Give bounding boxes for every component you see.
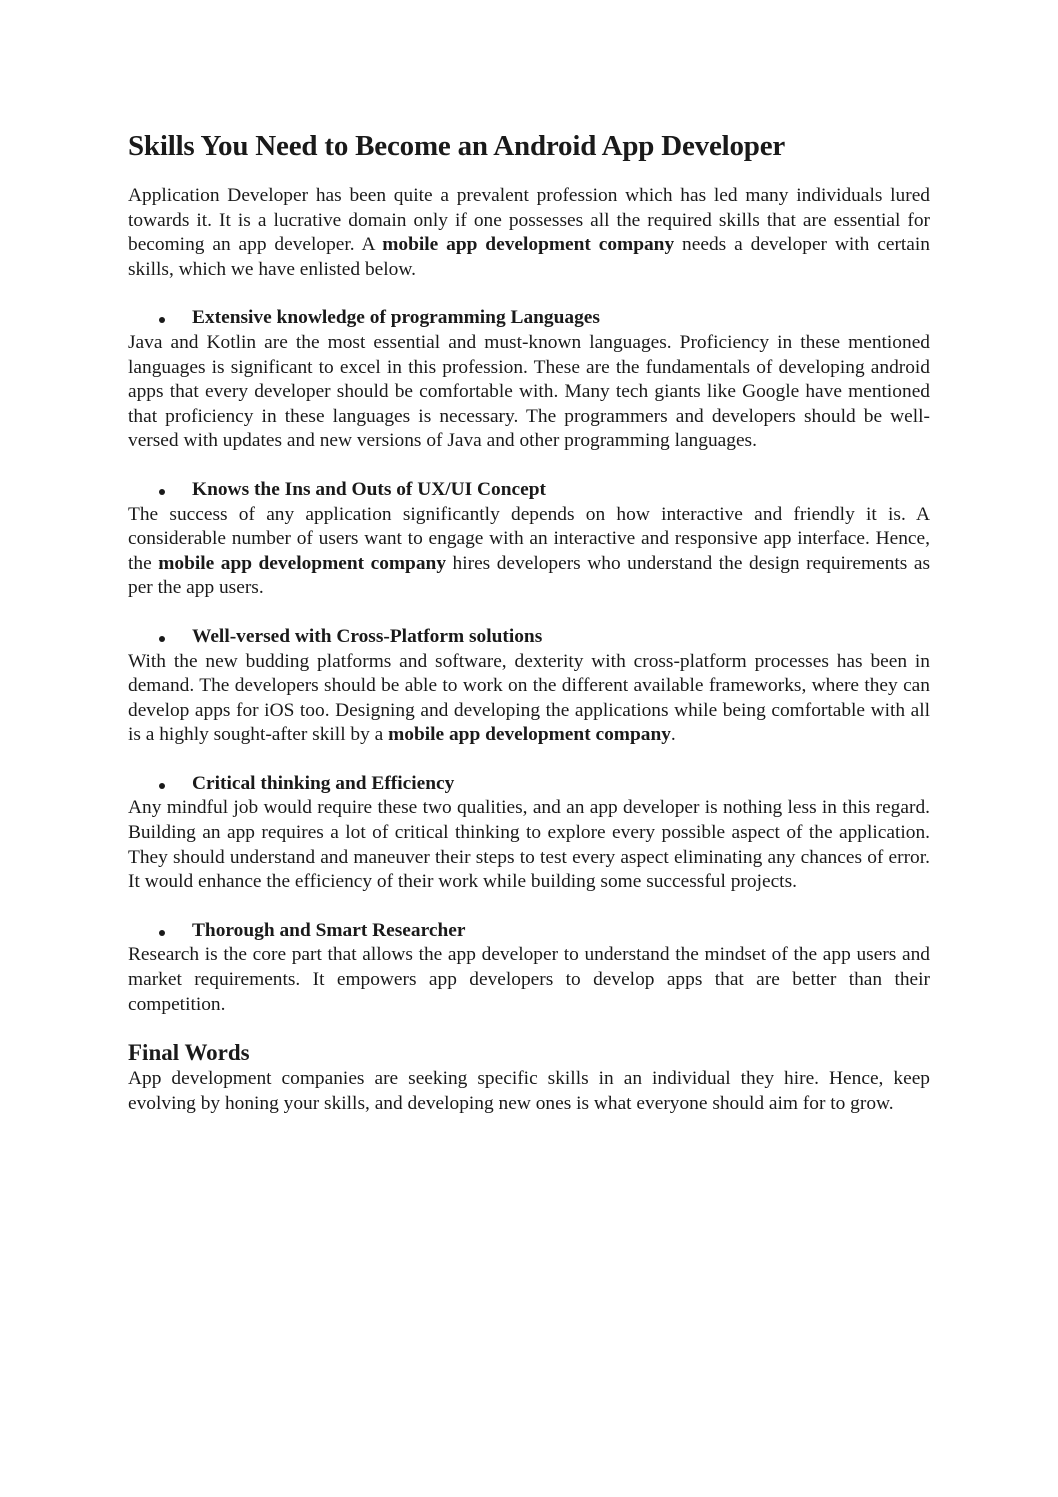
section-cross-platform: [128, 625, 930, 748]
ux-ui-bold-phrase: mobile app development company: [158, 552, 447, 574]
bullet-heading-cross-platform: Well-versed with Cross-Platform solutions: [128, 625, 930, 650]
section-text-researcher: Research is the core part that allows the app developer to understand the mindset of the app users and market requirements. It empowers app developers to develop apps that are better than their competition.: [128, 944, 930, 1015]
ux-ui-text-end: hires developers who understand the design requirements as per the app users.: [128, 552, 930, 599]
final-words-text: App development companies are seeking specific skills in an individual they hire. Hence, keep evolving by honing your skills, and developing new ones is what everyone should aim for to grow.: [128, 1068, 930, 1114]
page-title: Skills You Need to Become an Android App Developer: [128, 130, 786, 162]
bullet-heading-researcher: Thorough and Smart Researcher: [128, 919, 930, 944]
ux-ui-text-start: The success of any application significantly depends on how interactive and friendly it is. A considerable number of users want to engage with an interactive and responsive app interface. Hence, the: [128, 503, 930, 574]
final-words-heading: Final Words: [128, 1040, 250, 1066]
document-body: [128, 126, 930, 1116]
cross-platform-text-end: .: [670, 724, 676, 746]
bullet-heading-programming-languages: Extensive knowledge of programming Languages: [128, 306, 930, 331]
bullet-heading-critical-thinking: Critical thinking and Efficiency: [128, 772, 930, 797]
intro-paragraph: [128, 184, 930, 282]
section-programming-languages: [128, 306, 930, 454]
bullet-heading-ux-ui: Knows the Ins and Outs of UX/UI Concept: [128, 478, 930, 503]
section-text-ux-ui: [128, 503, 930, 601]
section-critical-thinking: [128, 772, 930, 895]
section-ux-ui: [128, 478, 930, 601]
intro-text-end: needs a developer with certain skills, which we have enlisted below.: [128, 234, 930, 280]
section-text-cross-platform: [128, 650, 930, 748]
intro-bold-phrase: mobile app development company: [382, 234, 675, 256]
intro-text-start: Application Developer has been quite a prevalent profession which has led many individuals lured towards it. It is a lucrative domain only if one possesses all the required skills that are essential for becoming an app developer. A: [128, 185, 930, 256]
section-text-critical-thinking: Any mindful job would require these two qualities, and an app developer is nothing less in this regard. Building an app requires a lot of critical thinking to explore every possible aspect of the application. They should understand and maneuver their steps to test every aspect eliminating any chances of error. It would enhance the efficiency of their work while building some successful projects.: [128, 797, 930, 893]
cross-platform-bold-phrase: mobile app development company: [388, 724, 671, 746]
section-text-programming-languages: Java and Kotlin are the most essential and must-known languages. Proficiency in these mentioned languages is significant to excel in this profession. These are the fundamentals of developing android apps that every developer should be comfortable with. Many tech giants like Google have mentioned that proficiency in these languages is necessary. The programmers and developers should be well-versed with updates and new versions of Java and other programming languages.: [128, 331, 930, 452]
section-researcher: [128, 919, 930, 1017]
cross-platform-text-start: With the new budding platforms and software, dexterity with cross-platform processes has been in demand. The developers should be able to work on the different available frameworks, where they can develop apps for iOS too. Designing and developing the applications while being comfortable with all is a highly sought-after skill by a: [128, 650, 930, 746]
